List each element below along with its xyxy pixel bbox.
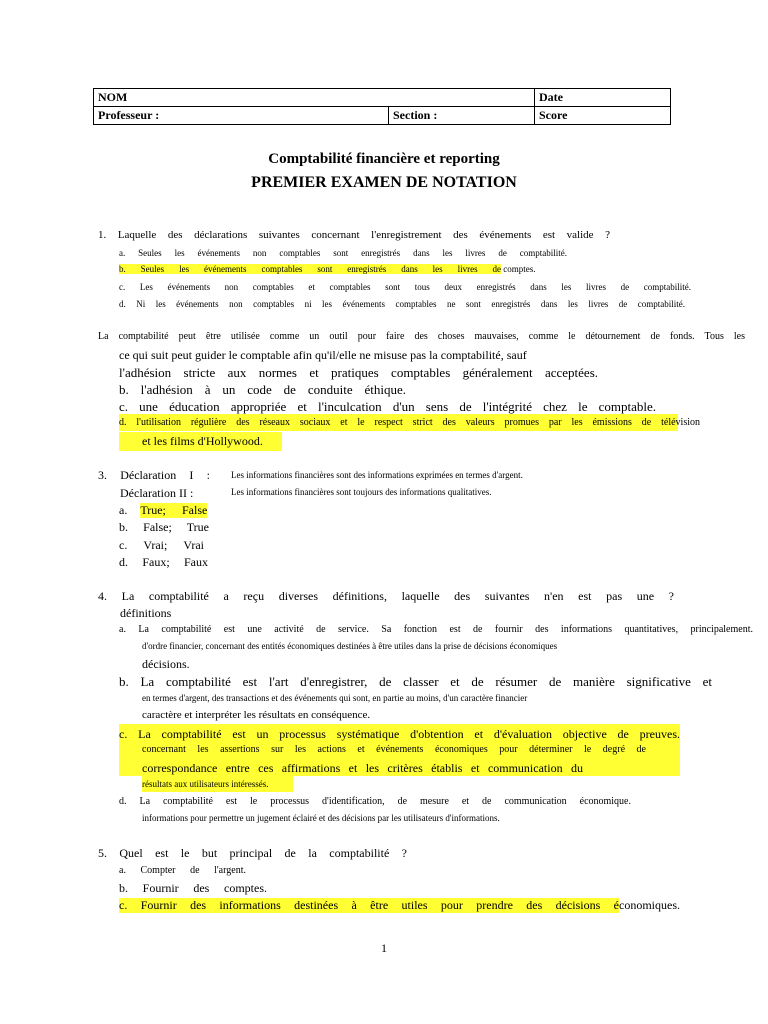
exam-subtitle: PREMIER EXAMEN DE NOTATION	[251, 174, 517, 191]
q1-option-c: c. Les événements non comptables et comptables sont tous deux enregistrés dans les livres de comptabilité.	[119, 282, 691, 292]
q3-option-d: d. Faux; Faux	[119, 555, 208, 569]
nom-cell: NOM	[94, 89, 535, 107]
q1-option-b	[119, 264, 539, 274]
q3-declaration2-label: Déclaration II :	[120, 486, 194, 500]
professeur-cell: Professeur :	[94, 107, 389, 125]
q4-option-b-line2: en termes d'argent, des transactions et des événements qui sont, en partie au moins, d'un caractère financier	[142, 693, 528, 703]
q4-option-c-line4: résultats aux utilisateurs intéressés.	[142, 779, 269, 789]
q3-option-a-text: True; False	[140, 503, 208, 517]
score-cell: Score	[535, 107, 671, 125]
q3-option-a-letter: a.	[119, 503, 128, 517]
q2-option-b: b. l'adhésion à un code de conduite éthique.	[119, 382, 406, 397]
q4-option-d-line1: d. La comptabilité est le processus d'identification, de mesure et de communication économique.	[119, 796, 631, 807]
q3-option-b: b. False; True	[119, 520, 209, 534]
q1-option-b-highlight: b. Seules les événements comptables sont enregistrés dans les livres de	[119, 264, 501, 274]
q5-option-a: a. Compter de l'argent.	[119, 865, 246, 876]
q5-option-b: b. Fournir des comptes.	[119, 881, 267, 895]
q2-option-d-line1: d. l'utilisation régulière des réseaux sociaux et le respect strict des valeurs promues par les émissions de télévision	[119, 417, 700, 428]
section-cell: Section :	[389, 107, 535, 125]
q3-declaration2-text: Les informations financières sont toujours des informations qualitatives.	[231, 487, 492, 497]
q1-text: 1. Laquelle des déclarations suivantes concernant l'enregistrement des événements est valide ?	[98, 229, 610, 241]
q4-option-a-line3: décisions.	[142, 657, 190, 671]
q1-option-a: a. Seules les événements non comptables sont enregistrés dans les livres de comptabilité.	[119, 248, 567, 258]
q3-option-a	[119, 503, 207, 518]
q4-option-b-line1: b. La comptabilité est l'art d'enregistrer, de classer et de résumer de manière significative et	[119, 674, 712, 689]
q1-option-b-rest: comptes.	[503, 264, 536, 274]
q2-option-d-line2: et les films d'Hollywood.	[142, 434, 263, 448]
q4-option-a-line1: a. La comptabilité est une activité de service. Sa fonction est de fournir des informations quantitatives, principalement.	[119, 624, 753, 635]
q3-declaration1-label: 3. Déclaration I :	[98, 468, 210, 482]
q5-text: 5. Quel est le but principal de la comptabilité ?	[98, 846, 407, 860]
q2-option-c: c. une éducation appropriée et l'inculcation d'un sens de l'intégrité chez le comptable.	[119, 399, 656, 414]
exam-title: Comptabilité financière et reporting	[268, 151, 500, 167]
q4-option-c-line2: concernant les assertions sur les actions et événements économiques pour déterminer le degré de	[142, 744, 646, 755]
q2-line1: La comptabilité peut être utilisée comme un outil pour faire des choses mauvaises, comme le détournement de fonds. Tous les	[98, 331, 745, 342]
q4-option-c-line3: correspondance entre ces affirmations et les critères établis et communication du	[142, 761, 583, 775]
q4-option-b-line3: caractère et interpréter les résultats en conséquence.	[142, 709, 371, 721]
header-table	[93, 88, 671, 125]
page-number: 1	[381, 941, 387, 955]
q4-option-c-line1: c. La comptabilité est un processus systématique d'obtention et d'évaluation objective de preuves.	[119, 727, 680, 741]
q4-option-a-line2: d'ordre financier, concernant des entités économiques destinées à être utiles dans la prise de décisions économiques	[142, 641, 558, 651]
date-cell: Date	[535, 89, 671, 107]
q3-option-c: c. Vrai; Vrai	[119, 538, 204, 552]
q2-option-a: l'adhésion stricte aux normes et pratiques comptables généralement acceptées.	[119, 365, 598, 380]
q4-option-d-line2: informations pour permettre un jugement éclairé et des décisions par les utilisateurs d'informations.	[142, 813, 500, 823]
q4-line1: 4. La comptabilité a reçu diverses définitions, laquelle des suivantes n'en est pas une ?	[98, 589, 674, 603]
q5-option-c	[119, 898, 680, 913]
q5-option-c-rest: conomiques.	[619, 898, 680, 912]
q5-option-c-highlight: c. Fournir des informations destinées à être utiles pour prendre des décisions é	[119, 898, 619, 912]
q2-line2: ce qui suit peut guider le comptable afin qu'il/elle ne misuse pas la comptabilité, sauf	[119, 348, 527, 362]
q1-option-d: d. Ni les événements non comptables ni les événements comptables ne sont enregistrés dans les livres de comptabilité.	[119, 299, 685, 309]
q4-line2: définitions	[120, 606, 172, 620]
q3-declaration1-text: Les informations financières sont des informations exprimées en termes d'argent.	[231, 470, 523, 480]
